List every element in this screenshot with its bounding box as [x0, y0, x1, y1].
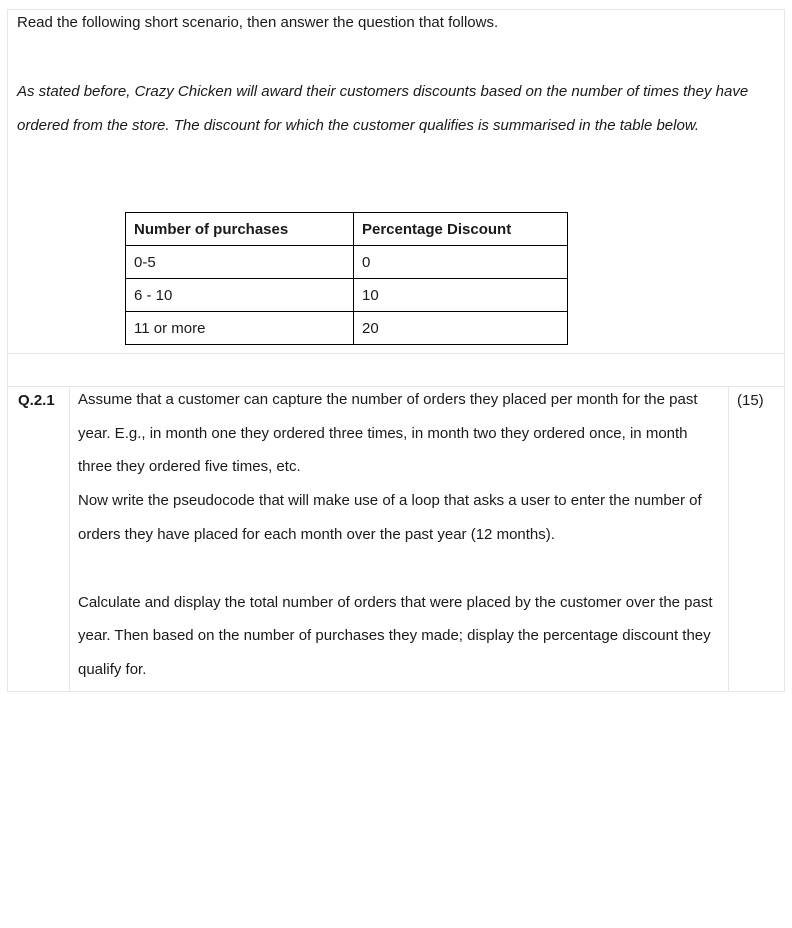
table-cell: 20 [354, 312, 568, 345]
column-divider [728, 386, 729, 692]
discount-table [125, 212, 568, 345]
table-row [126, 312, 568, 345]
column-divider [69, 386, 70, 692]
table-row [126, 279, 568, 312]
question-paragraph: Calculate and display the total number of orders that were placed by the customer over the past year. Then based on the number of purchases they made; display the percentage discount they qualify for. [78, 593, 713, 678]
question-paragraph: Assume that a customer can capture the number of orders they placed per month for the past year. E.g., in month one they ordered three times, in month two they ordered once, in month three they ordered five times, etc. [78, 391, 698, 476]
question-marks: (15) [737, 392, 764, 409]
column-header: Number of purchases [126, 213, 354, 246]
table-row [126, 246, 568, 279]
table-cell: 10 [354, 279, 568, 312]
column-header: Percentage Discount [354, 213, 568, 246]
table-cell: 6 - 10 [126, 279, 354, 312]
question-body [78, 383, 718, 687]
table-cell: 11 or more [126, 312, 354, 345]
paragraph-spacer [78, 552, 718, 586]
scenario-text: As stated before, Crazy Chicken will award their customers discounts based on the number of times they have ordered from the store. The discount for which the customer qualifies is summarised in the table below. [17, 83, 749, 134]
table-cell: 0-5 [126, 246, 354, 279]
question-paragraph: Now write the pseudocode that will make use of a loop that asks a user to enter the number of orders they have placed for each month over the past year (12 months). [78, 492, 702, 543]
row-divider [7, 353, 785, 354]
intro-text: Read the following short scenario, then answer the question that follows. [17, 14, 499, 31]
table-cell: 0 [354, 246, 568, 279]
question-number: Q.2.1 [18, 392, 55, 409]
table-header-row [126, 213, 568, 246]
